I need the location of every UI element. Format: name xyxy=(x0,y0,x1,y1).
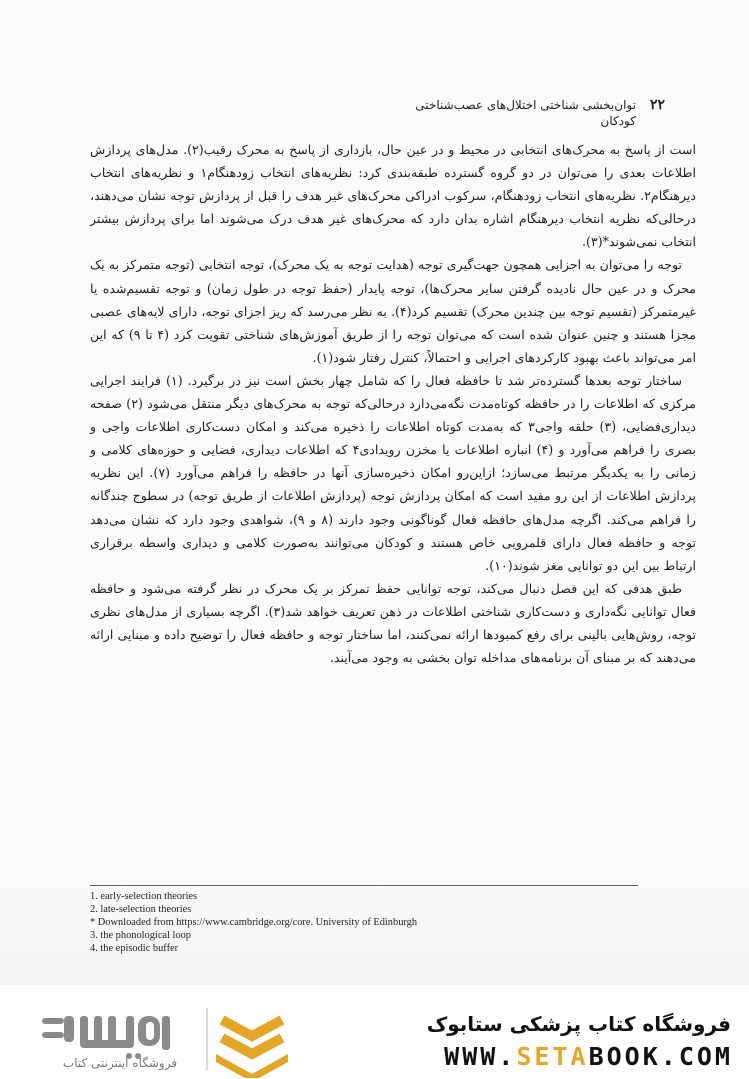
running-title: توان‌بخشی شناختی اختلال‌های عصب‌شناختی کودکان xyxy=(415,98,636,128)
footnote: 4. the episodic buffer xyxy=(90,943,179,954)
paragraph: توجه را می‌توان به اجزایی همچون جهت‌گیری توجه (هدایت توجه به یک محرک)، توجه انتخابی (توجه متمرکز به یک محرک و در عین حال نادیده گرفتن سایر محرک‌ها)، توجه پایدار (حفظ توجه در طول زمان) و توجه تقسیم‌شده یا غیرمتمرکز (تقسیم توجه بین چندین محرک) تقسیم کرد(۴). به نظر می‌رسد که ریز اجزای توجه، دارای لایه‌های عصبی مجزا هستند و چنین عنوان شده است که می‌توان توجه را از طریق آموزش‌های شناختی تقویت کرد (۴ تا ۹) که این امر می‌تواند باعث بهبود کارکردهای اجرایی و احتمالاً، کنترل رفتار شود(۱). xyxy=(90,257,697,365)
url-suffix: BOOK.COM xyxy=(588,1042,733,1071)
logo-caption: فروشگاه اینترنتی کتاب xyxy=(62,1056,178,1070)
paragraph: طبق هدفی که این فصل دنبال می‌کند، توجه توانایی حفظ تمرکز بر یک محرک در نظر گرفته می‌شود و حافظه فعال توانایی نگه‌داری و دست‌کاری شناختی اطلاعات در ذهن تعریف خواهد شد(۳). اگرچه بسیاری از مدل‌های نظری توجه، روش‌هایی بالینی برای رفع کمبودها ارائه نمی‌کنند، اما ساختار توجه و حافظه فعال را توضیح داده و مبنایی ارائه می‌دهند که بر مبنای آن برنامه‌های مداخله توان بخشی به وجود می‌آیند. xyxy=(90,580,696,666)
running-header xyxy=(395,97,665,129)
shop-name: فروشگاه کتاب پزشکی ستابوک xyxy=(426,1012,731,1036)
body-text xyxy=(90,138,696,669)
footnotes xyxy=(90,890,650,955)
footnote: * Downloaded from https://www.cambridge.org/core. University of Edinburgh xyxy=(90,917,418,928)
footnote: 3. the phonological loop xyxy=(90,930,192,941)
footnote: 2. late-selection theories xyxy=(90,904,192,915)
footnote: 1. early-selection theories xyxy=(90,891,198,902)
shop-url[interactable] xyxy=(444,1042,733,1071)
url-accent: SETA xyxy=(516,1042,589,1071)
page-number: ۲۲ xyxy=(649,97,665,113)
paragraph: ساختار توجه بعدها گسترده‌تر شد تا حافظه فعال را که شامل چهار بخش است نیز در برگیرد. (۱) فرایند اجرایی مرکزی که اطلاعات را در حافظه کوتاه‌مدت نگه‌می‌دارد درحالی‌که توجه به محرک‌های دیگر منتقل می‌شود (۲) صفحه دیداری‌فضایی، (۳) حلقه واجی۳ که به‌مدت کوتاه اطلاعات را ذخیره می‌کند و امکان دست‌کاری اطلاعات واجی و بصری را فراهم می‌آورد و (۴) انباره اطلاعات یا مخزن رویدادی۴ که اطلاعات دیداری، فضایی و حوزه‌های کلامی و زمانی را به یکدیگر مرتبط می‌سازد؛ ازاین‌رو امکان ذخیره‌سازی آنها در حافظه را فراهم می‌آورد (۷). این نظریه پردازش اطلاعات از این رو مفید است که امکان پردازش توجه (پردازش اطلاعات از طریق توجه) در سطوح چندگانه را فراهم می‌کند. اگرچه مدل‌های حافظه فعال گوناگونی وجود دارند (۸ و ۹)، شواهدی وجود دارد که نشان می‌دهد توجه و حافظه فعال دارای قلمرویی خاص هستند و کودکان می‌توانند به‌صورت کلامی و دیداری واسطه برقراری ارتباط بین این دو توانایی مغز شوند(۱۰). xyxy=(90,372,697,573)
footnote-divider xyxy=(90,885,638,886)
paragraph: است از پاسخ به محرک‌های انتخابی در محیط و در عین حال، بازداری از پاسخ به محرک رقیب(۲). مدل‌های پردازش اطلاعات بعدی را می‌توان در دو گروه گسترده طبقه‌بندی کرد: نظریه‌های انتخاب زودهنگام۱ و نظریه‌های انتخاب دیرهنگام۲. نظریه‌های انتخاب زودهنگام، سرکوب ادراکی محرک‌های غیر هدف را قبل از پردازش توجه نشان می‌دهند، درحالی‌که نظریه انتخاب دیرهنگام اشاره بدان دارد که محرک‌های غیر هدف درک می‌شوند اما برای پردازش بیشتر انتخاب نمی‌شوند*(۳). xyxy=(90,142,697,250)
url-prefix: WWW. xyxy=(444,1042,517,1071)
